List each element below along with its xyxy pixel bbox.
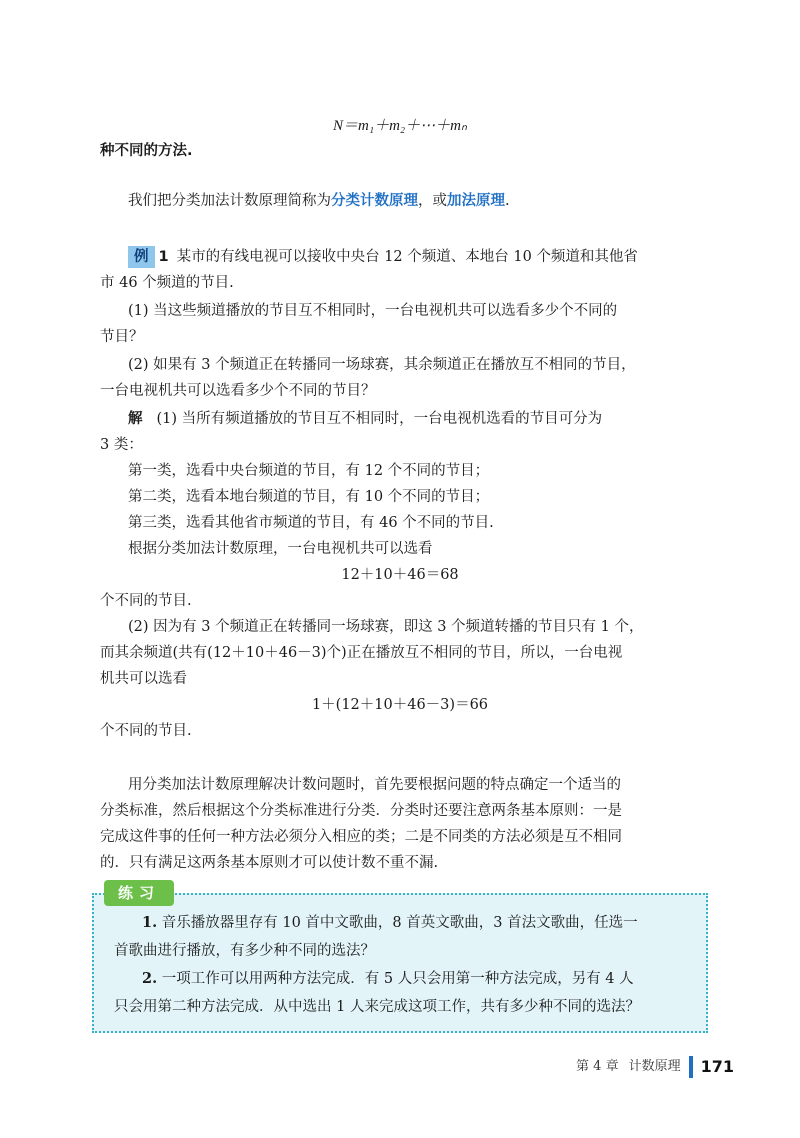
solution-part-2-line-3: 机共可以选看 — [100, 671, 187, 687]
principle-mid: ，或 — [418, 193, 447, 209]
example-question-2-cont: 一台电视机共可以选看多少个不同的节目？ — [100, 383, 376, 399]
solution-part-2-line-2: 而其余频道(共有(12＋10＋46－3)个)正在播放互不相同的节目，所以，一台电视 — [100, 645, 623, 661]
example-tag: 例 — [128, 246, 155, 268]
methods-line: 种不同的方法. — [100, 143, 193, 159]
page-footer — [576, 1055, 734, 1079]
chapter-title: 计数原理 — [628, 1059, 681, 1074]
solution-formula-1: 12＋10＋46＝68 — [341, 567, 459, 583]
exercise-item-1-cont: 首歌曲进行播放，有多少种不同的选法？ — [114, 943, 375, 959]
example-line-1: 某市的有线电视可以接收中央台 12 个频道、本地台 10 个频道和其他省 — [176, 249, 638, 265]
principle-prefix: 我们把分类加法计数原理简称为 — [128, 193, 331, 209]
solution-category-3: 第三类，选看其他省市频道的节目，有 46 个不同的节目. — [128, 515, 494, 531]
example-question-2: (2) 如果有 3 个频道正在转播同一场球赛，其余频道正在播放互不相同的节目， — [128, 357, 636, 373]
solution-category-2: 第二类，选看本地台频道的节目，有 10 个不同的节目； — [128, 489, 490, 505]
solution-formula-2: 1＋(12＋10＋46－3)＝66 — [311, 697, 489, 713]
solution-line-2: 3 类： — [100, 437, 143, 453]
solution-category-1: 第一类，选看中央台频道的节目，有 12 个不同的节目； — [128, 463, 490, 479]
principle-paragraph — [128, 188, 720, 214]
solution-part-2-line-1: (2) 因为有 3 个频道正在转播同一场球赛，即这 3 个频道转播的节目只有 1 个， — [128, 619, 644, 635]
sum-formula: N＝m₁＋m₂＋⋯＋mₙ — [333, 118, 467, 134]
term-classification-principle: 分类计数原理 — [331, 193, 418, 209]
exercise-number: 2. — [142, 970, 158, 987]
solution-result-2: 个不同的节目. — [100, 723, 192, 739]
chapter-label: 第 4 章 — [576, 1059, 619, 1074]
exercise-item-2: 2. 一项工作可以用两种方法完成．有 5 人只会用第一种方法完成，另有 4 人 — [142, 970, 634, 987]
exercise-tag: 练习 — [104, 880, 174, 906]
exercise-item-2-cont: 只会用第二种方法完成．从中选出 1 人来完成这项工作，共有多少种不同的选法？ — [114, 999, 640, 1015]
solution-label: 解 — [128, 411, 143, 427]
term-addition-principle: 加法原理 — [447, 193, 505, 209]
summary-line-2: 分类标准，然后根据这个分类标准进行分类．分类时还要注意两条基本原则：一是 — [100, 803, 622, 819]
example-number: 1 — [158, 249, 169, 265]
exercise-item-1: 1. 音乐播放器里存有 10 首中文歌曲，8 首英文歌曲，3 首法文歌曲，任选一 — [142, 914, 638, 931]
example-heading — [128, 244, 720, 270]
exercise-number: 1. — [142, 914, 158, 931]
solution-result-1: 个不同的节目. — [100, 593, 192, 609]
summary-line-3: 完成这件事的任何一种方法必须分入相应的类；二是不同类的方法必须是互不相同 — [100, 829, 622, 845]
summary-line-4: 的．只有满足这两条基本原则才可以使计数不重不漏. — [100, 855, 439, 871]
example-question-1: (1) 当这些频道播放的节目互不相同时，一台电视机共可以选看多少个不同的 — [128, 303, 618, 319]
summary-line-1: 用分类加法计数原理解决计数问题时，首先要根据问题的特点确定一个适当的 — [128, 777, 621, 793]
solution-line-1: 解 (1) 当所有频道播放的节目互不相同时，一台电视机选看的节目可分为 — [128, 411, 603, 427]
solution-conclusion-1: 根据分类加法计数原理，一台电视机共可以选看 — [128, 541, 433, 557]
principle-suffix: . — [505, 193, 510, 209]
footer-divider — [689, 1056, 693, 1078]
page-number: 171 — [700, 1057, 734, 1076]
example-line-2: 市 46 个频道的节目. — [100, 275, 234, 291]
example-question-1-cont: 节目？ — [100, 329, 144, 345]
